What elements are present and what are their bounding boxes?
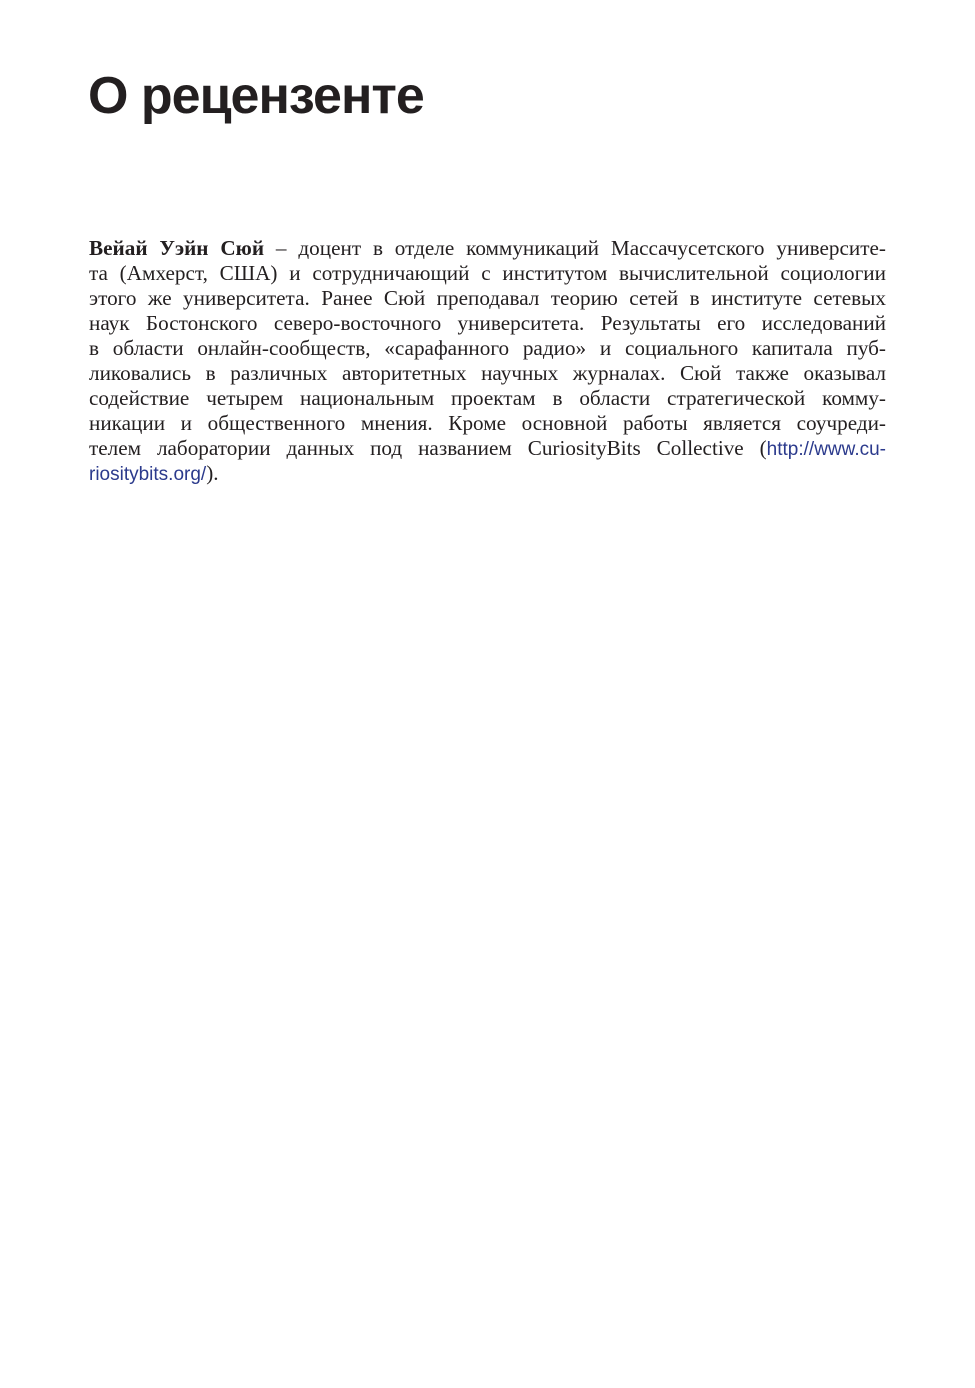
bio-line-9-text: телем лаборатории данных под названием CuriosityBits Collective ( [89,436,767,460]
bio-line-6: ликовались в различных авторитетных научных журналах. Сюй также оказывал [89,361,886,385]
bio-line-10 [89,461,886,486]
closing-punctuation: ). [206,461,219,485]
page-title: О рецензенте [88,67,424,125]
bio-line-5: в области онлайн-сообществ, «сарафанного радио» и социального капитала пуб- [89,336,886,360]
website-link-part-1[interactable]: http://www.cu- [766,439,886,460]
author-name: Вейай Уэйн Сюй [89,236,265,260]
bio-line-3: этого же университета. Ранее Сюй преподавал теорию сетей в институте сетевых [89,286,886,310]
bio-line-2: та (Амхерст, США) и сотрудничающий с институтом вычислительной социологии [89,261,886,285]
bio-line-4: наук Бостонского северо-восточного университета. Результаты его исследований [89,311,886,335]
website-link-part-2[interactable]: riositybits.org/ [89,464,207,485]
bio-line-7: содействие четырем национальным проектам в области стратегической комму- [89,386,886,410]
bio-line-1-text: – доцент в отделе коммуникаций Массачусетского университе- [264,236,886,260]
reviewer-bio [89,236,886,486]
bio-line-8: никации и общественного мнения. Кроме основной работы является соучреди- [89,411,886,435]
bio-line-9 [89,436,886,461]
bio-line-1 [89,236,886,261]
